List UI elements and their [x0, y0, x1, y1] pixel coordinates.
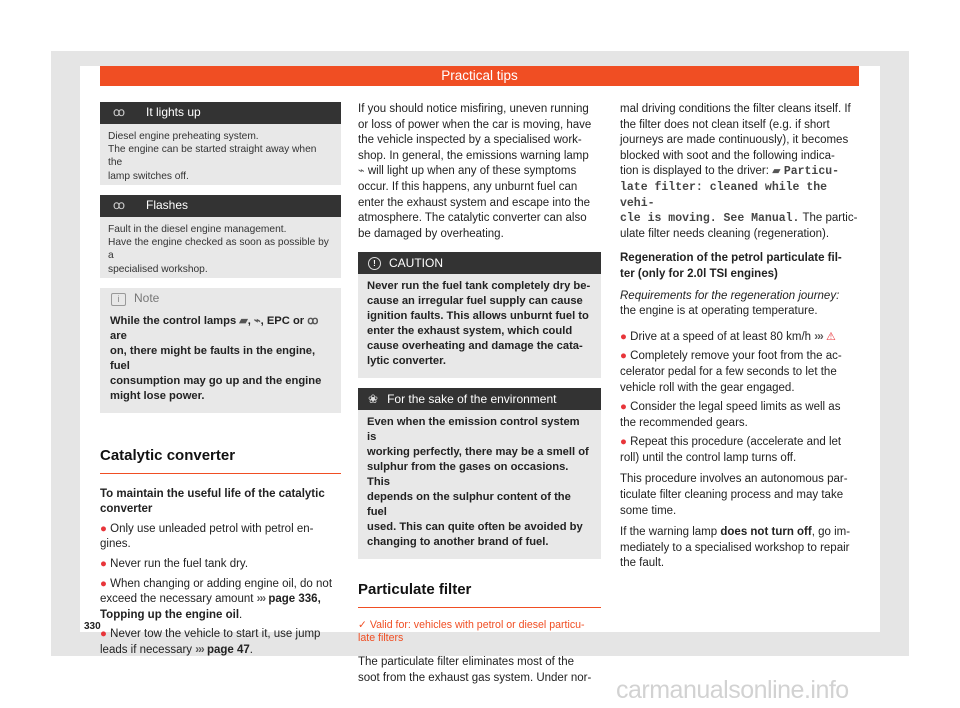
bullet: ●: [620, 401, 627, 414]
display-message: cle is moving. See Manual.: [620, 212, 800, 226]
list-item: ● Only use unleaded petrol with petrol en- gines.: [100, 522, 314, 551]
lights-up-title: It lights up: [146, 105, 201, 120]
caution-body: Never run the fuel tank completely dry be- cause an irregular fuel supply can cause ignition faults. This allows unburnt fuel to enter the exhaust system, which could cause overheating and damage the cata- lytic converter.: [358, 274, 601, 378]
bullet: ●: [100, 577, 107, 590]
flashes-line: Fault in the diesel engine management.: [108, 224, 287, 235]
lights-up-line: The engine can be started straight away when the: [108, 144, 317, 169]
epc-lamp-label: EPC: [266, 315, 290, 327]
catalytic-subtitle: To maintain the useful life of the catalytic converter: [100, 487, 325, 516]
list-item: ● Consider the legal speed limits as well as the recommended gears.: [620, 401, 841, 429]
flower-icon: ❀: [368, 391, 379, 406]
list-item: ● Drive at a speed of at least 80 km/h ››› ⚠: [620, 330, 836, 343]
lights-up-bar: [100, 102, 341, 124]
exclamation-circle-icon: !: [368, 257, 381, 270]
bullet: ●: [620, 350, 627, 363]
caution-header: [358, 252, 601, 274]
left-column: [100, 102, 341, 659]
bullet: ●: [100, 628, 107, 641]
flashes-line: Have the engine checked as soon as possible by a: [108, 237, 329, 262]
requirements: Requirements for the regeneration journey: the engine is at operating temperature.: [620, 289, 840, 318]
environment-title: For the sake of the environment: [387, 391, 557, 406]
page-reference-link[interactable]: page 47: [206, 643, 250, 656]
glow-plug-icon: ꝏ: [112, 198, 126, 213]
info-icon: i: [111, 293, 126, 306]
watermark: carmanualsonline.info: [616, 676, 849, 704]
list-item: ● Repeat this procedure (accelerate and let roll) until the control lamp turns off.: [620, 436, 842, 464]
engine-lamp-icon: ▰: [239, 315, 248, 327]
procedure-paragraph: This procedure involves an autonomous par- ticulate filter cleaning process and may take some time.: [620, 473, 848, 517]
note-header: [100, 288, 341, 310]
note-body: While the control lamps ▰, ⌁, EPC or ꝏ are on, there might be faults in the engine, fuel consumption may go up and the engine might lose power.: [100, 310, 341, 413]
bullet: ●: [100, 522, 107, 535]
page-header: Practical tips: [100, 66, 859, 86]
note-text: While the control lamps: [110, 315, 237, 327]
flashes-line: specialised workshop.: [108, 263, 208, 275]
warning-triangle-icon[interactable]: ⚠: [825, 330, 836, 343]
display-message: late filter: cleaned while the vehi-: [620, 180, 828, 210]
reference-arrows: ›››: [256, 593, 266, 606]
title-underline: [358, 607, 601, 608]
bullet: ●: [100, 557, 107, 570]
list-item: ● When changing or adding engine oil, do not exceed the necessary amount ››› page 336, Topping up the engine oil.: [100, 577, 333, 621]
environment-header: [358, 388, 601, 410]
emissions-lamp-icon: ⌁: [253, 315, 261, 327]
regeneration-title: Regeneration of the petrol particulate fil- ter (only for 2.0l TSI engines): [620, 252, 842, 280]
note-line: might lose power.: [110, 390, 205, 402]
engine-lamp-icon: ▰: [772, 165, 781, 178]
note-title: Note: [134, 291, 160, 306]
filter-paragraph: mal driving conditions the filter cleans itself. If the filter does not clean itself (e.g. if short journeys are made continuously), it becomes blocked with soot and the following indica- tion is displayed to the driver: ▰ Particu- late filter: cleaned while the vehi- cle is moving. See Manual. The partic- ulate filter needs cleaning (regeneration).: [620, 102, 864, 242]
display-message: Particu-: [783, 165, 840, 179]
environment-body: Even when the emission control system is working perfectly, there may be a smell of sulphur from the gases on occasions. This depends on the sulphur content of the fuel used. This can quite often be avoided by changing to another brand of fuel.: [358, 410, 601, 559]
middle-column: [358, 102, 601, 686]
lights-up-box: [100, 124, 341, 185]
section-title-particulate: Particulate filter: [358, 581, 472, 599]
lights-up-line: lamp switches off.: [108, 170, 189, 182]
checkmark-icon: ✓: [358, 618, 367, 631]
note-line: consumption may go up and the engine: [110, 375, 322, 387]
reference-arrows: ›››: [814, 330, 823, 343]
particulate-paragraph: The particulate filter eliminates most of the soot from the exhaust gas system. Under nor-: [358, 655, 592, 684]
list-item: ● Never tow the vehicle to start it, use jump leads if necessary ››› page 47.: [100, 628, 321, 656]
note-line: on, there might be faults in the engine, fuel: [110, 345, 316, 372]
list-item: ● Never run the fuel tank dry.: [100, 557, 249, 570]
flashes-bar: [100, 195, 341, 217]
page-reference-link[interactable]: page 336,: [268, 593, 321, 606]
bullet: ●: [620, 330, 627, 343]
flashes-title: Flashes: [146, 198, 189, 213]
validity-note: ✓ Valid for: vehicles with petrol or diesel particu- late filters: [358, 618, 585, 645]
lights-up-line: Diesel engine preheating system.: [108, 131, 259, 142]
bullet: ●: [620, 436, 627, 449]
right-column: [620, 102, 864, 572]
reference-arrows: ›››: [195, 643, 204, 656]
glow-plug-icon: ꝏ: [112, 105, 126, 120]
caution-title: CAUTION: [389, 255, 443, 270]
page-number: 330: [84, 621, 101, 632]
section-title-catalytic: Catalytic converter: [100, 447, 236, 464]
page-reference-link[interactable]: Topping up the engine oil: [100, 608, 240, 621]
emissions-lamp-icon: ⌁: [358, 165, 365, 178]
flashes-box: [100, 217, 341, 278]
list-item: ● Completely remove your foot from the ac- celerator pedal for a few seconds to let the vehicle roll with the gear engaged.: [620, 350, 842, 394]
warning-paragraph: If the warning lamp does not turn off, go im- mediately to a specialised workshop to repair the fault.: [620, 526, 851, 570]
intro-paragraph: If you should notice misfiring, uneven running or loss of power when the car is moving, have the vehicle inspected by a specialised work- shop. In general, the emissions warning lamp ⌁ will light up when any of these symptoms occur. If this happens, any unburnt fuel can enter the exhaust system and escape into the atmosphere. The catalytic converter can also be damaged by overheating.: [358, 103, 592, 240]
title-underline: [100, 473, 341, 474]
glow-plug-icon: ꝏ: [307, 315, 319, 327]
